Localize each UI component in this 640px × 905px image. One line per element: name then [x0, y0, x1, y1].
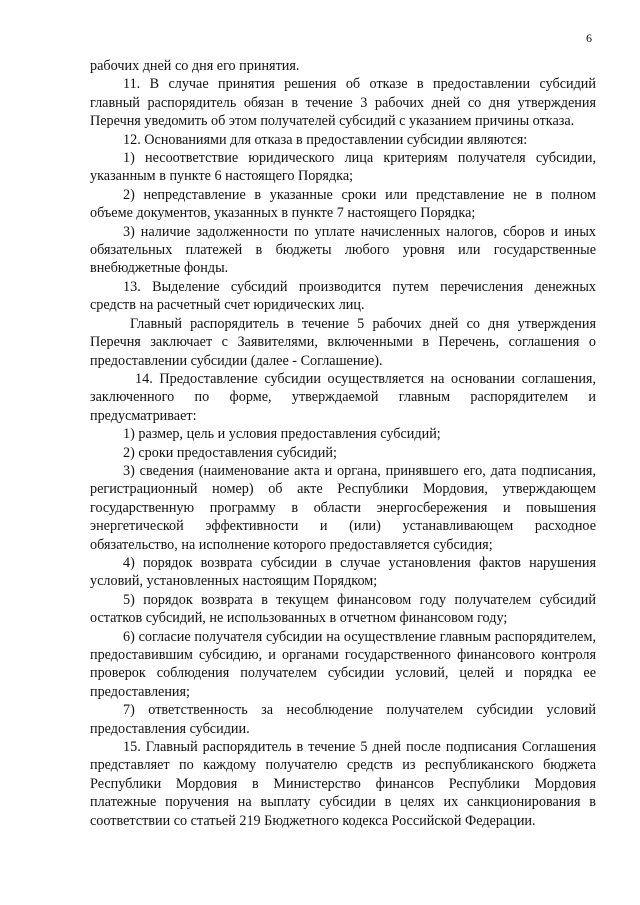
paragraph-item-12-2: 2) непредставление в указанные сроки или представление не в полном объеме документов, указанных в пункте 7 настоящего Порядка;	[90, 186, 596, 222]
paragraph-item-13: 13. Выделение субсидий производится путем перечисления денежных средств на расчетный счет юридических лиц.	[90, 278, 596, 314]
paragraph-item-14-3: 3) сведения (наименование акта и органа, принявшего его, дата подписания, регистрационный номер) об акте Республики Мордовия, утверждающем государственную программу в области энергосбережения и повышения энергетической эффективности и (или) устанавливающем расходное обязательство, на исполнение которого предоставляется субсидия;	[90, 462, 596, 553]
paragraph-item-12-1: 1) несоответствие юридического лица критериям получателя субсидии, указанным в пункте 6 настоящего Порядка;	[90, 150, 596, 185]
paragraph-item-12-3: 3) наличие задолженности по уплате начисленных налогов, сборов и иных обязательных платежей в бюджеты любого уровня или государственные внебюджетные фонды.	[90, 223, 596, 277]
paragraph-continuation: рабочих дней со дня его принятия.	[90, 58, 300, 74]
paragraph-item-14: 14. Предоставление субсидии осуществляется на основании соглашения, заключенного по форме, утверждаемой главным распорядителем и предусматривает:	[90, 370, 596, 424]
paragraph-item-13-agreement: Главный распорядитель в течение 5 рабочих дней со дня утверждения Перечня заключает с Заявителями, включенными в Перечень, соглашения о предоставлении субсидии (далее - Соглашение).	[90, 315, 596, 369]
paragraph-item-12: 12. Основаниями для отказа в предоставлении субсидии являются:	[123, 131, 528, 148]
paragraph-item-14-7: 7) ответственность за несоблюдение получателем субсидии условий предоставления субсидии.	[90, 702, 596, 737]
page-number: 6	[586, 31, 592, 45]
paragraph-item-14-4: 4) порядок возврата субсидии в случае установления фактов нарушения условий, установленных настоящим Порядком;	[90, 554, 596, 590]
paragraph-item-14-2: 2) сроки предоставления субсидий;	[123, 444, 337, 461]
paragraph-item-14-5: 5) порядок возврата в текущем финансовом году получателем субсидий остатков субсидий, не использованных в отчетном финансовом году;	[90, 591, 596, 627]
paragraph-item-15: 15. Главный распорядитель в течение 5 дней после подписания Соглашения представляет по каждому получателю средств из республиканского бюджета Республики Мордовия в Министерство финансов Республики Мордовия платежные поручения на выплату субсидии в целях их санкционирования в соответствии со статьей 219 Бюджетного кодекса Российской Федерации.	[90, 739, 596, 829]
paragraph-item-14-1: 1) размер, цель и условия предоставления субсидий;	[123, 426, 441, 443]
paragraph-item-14-6: 6) согласие получателя субсидии на осуществление главным распорядителем, предоставившим субсидию, и органами государственного финансового контроля проверок соблюдения получателем субсидии условий, целей и порядка ее предоставления;	[90, 628, 596, 700]
document-body	[90, 57, 596, 830]
paragraph-item-11: 11. В случае принятия решения об отказе в предоставлении субсидий главный распорядитель обязан в течение 3 рабочих дней со дня утверждения Перечня уведомить об этом получателей субсидий с указанием причины отказа.	[90, 76, 596, 130]
